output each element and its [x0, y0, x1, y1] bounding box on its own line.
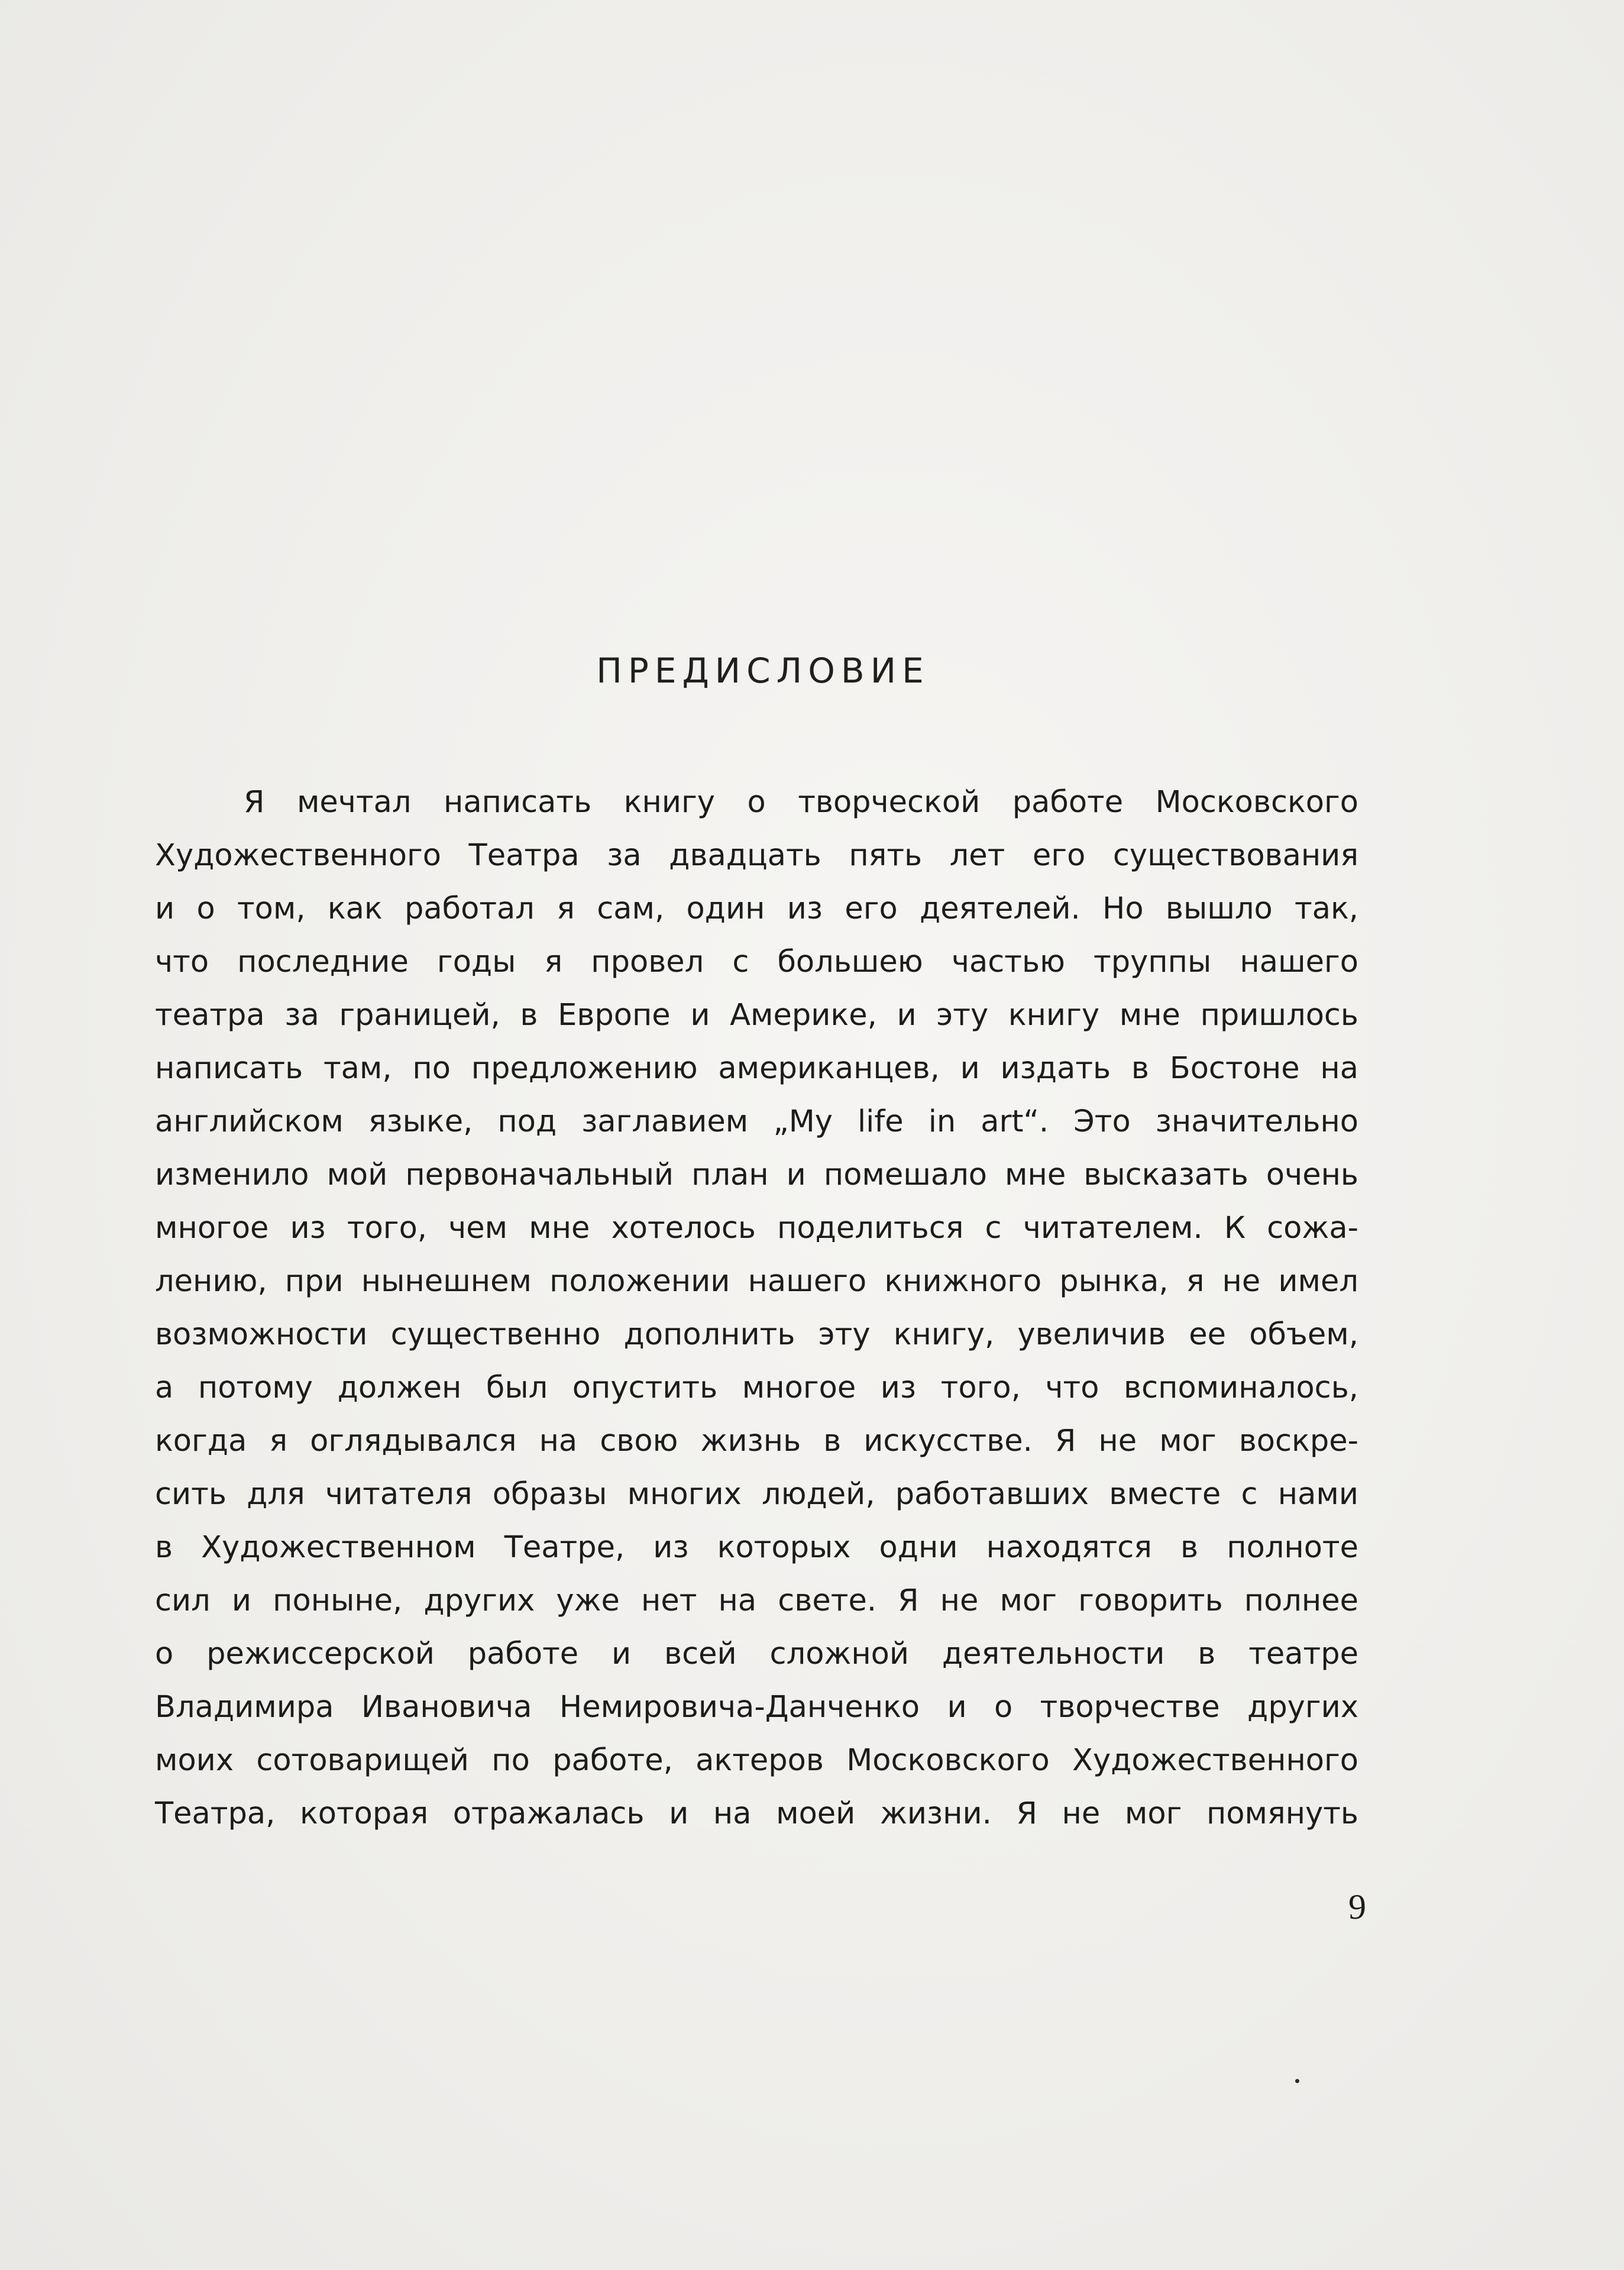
body-text — [155, 776, 1358, 1841]
text-line: Я мечтал написать книгу о творческой работе Московского — [244, 785, 1358, 820]
text-line: Театра, которая отражалась и на моей жизни. Я не мог помянуть — [155, 1796, 1358, 1831]
text-line: когда я оглядывался на свою жизнь в искусстве. Я не мог воскре- — [155, 1424, 1358, 1459]
text-line: моих сотоварищей по работе, актеров Московского Художественного — [155, 1743, 1358, 1778]
text-line: что последние годы я провел с большею частью труппы нашего — [155, 945, 1358, 979]
text-line: лению, при нынешнем положении нашего книжного рынка, я не имел — [155, 1264, 1358, 1299]
text-line: изменило мой первоначальный план и помешало мне высказать очень — [155, 1157, 1358, 1192]
text-line: возможности существенно дополнить эту книгу, увеличив ее объем, — [155, 1317, 1358, 1352]
page-number: 9 — [1348, 1887, 1366, 1926]
text-line: и о том, как работал я сам, один из его деятелей. Но вышло так, — [155, 891, 1358, 926]
text-line: многое из того, чем мне хотелось поделиться с читателем. К сожа- — [155, 1211, 1358, 1246]
text-line: о режиссерской работе и всей сложной деятельности в театре — [155, 1637, 1358, 1671]
text-line: сить для читателя образы многих людей, работавших вместе с нами — [155, 1477, 1358, 1512]
text-line: английском языке, под заглавием „My life in art“. Это значительно — [155, 1104, 1358, 1139]
chapter-heading: ПРЕДИСЛОВИЕ — [596, 651, 930, 691]
text-line: сил и поныне, других уже нет на свете. Я не мог говорить полнее — [155, 1583, 1358, 1618]
text-line: а потому должен был опустить многое из того, что вспоминалось, — [155, 1370, 1358, 1405]
text-line: театра за границей, в Европе и Америке, и эту книгу мне пришлось — [155, 998, 1358, 1033]
text-line: Владимира Ивановича Немировича-Данченко и о творчестве других — [155, 1690, 1358, 1725]
ink-speck — [1295, 2079, 1299, 2083]
text-line: Художественного Театра за двадцать пять лет его существования — [155, 838, 1358, 873]
text-line: написать там, по предложению американцев, и издать в Бостоне на — [155, 1051, 1358, 1086]
text-line: в Художественном Театре, из которых одни находятся в полноте — [155, 1530, 1358, 1565]
